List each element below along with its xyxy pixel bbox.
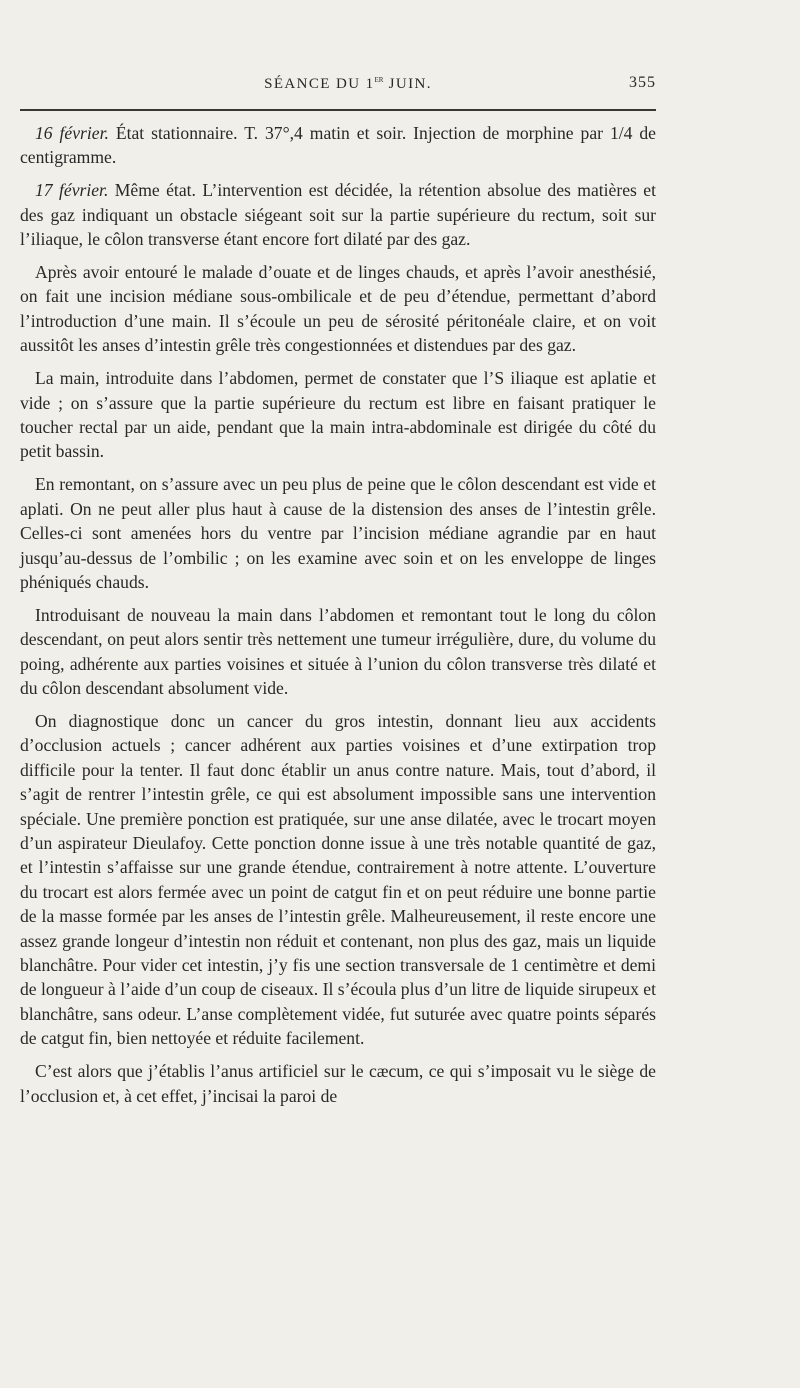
paragraph-abdomen-exam xyxy=(20,366,656,464)
paragraph-artificial-anus xyxy=(20,1059,656,1108)
paragraph-text: État stationnaire. T. 37°,4 matin et soir. Injection de morphine par 1/4 de centigramme. xyxy=(20,123,656,168)
paragraph-text: Même état. L’intervention est décidée, la rétention absolue des matières et des gaz indiquant un obstacle siégeant soit sur la partie supérieure du rectum, soit sur l’iliaque, le côlon transverse étant encore fort dilaté par des gaz. xyxy=(20,180,656,250)
paragraph-text: On diagnostique donc un cancer du gros intestin, donnant lieu aux accidents d’occlusion actuels ; cancer adhérent aux parties voisines et d’une extirpation trop difficile pour la tenter. Il faut donc établir un anus contre nature. Mais, tout d’abord, il s’agit de rentrer l’intestin grêle, ce qui est absolument impossible sans une intervention spéciale. Une première ponction est pratiquée, sur une anse dilatée, avec le trocart moyen d’un aspirateur Dieulafoy. Cette ponction donne issue à une très notable quantité de gaz, et l’intestin s’affaisse sur une grande étendue, contrairement à notre attente. L’ouverture du trocart est alors fermée avec un point de catgut fin et on peut réduire une bonne partie de la masse formée par les anses de l’intestin grêle. Malheureusement, il reste encore une assez grande longeur d’intestin non réduit et contenant, non plus des gaz, mais un liquide blanchâtre. Pour vider cet intestin, j’y fis une section transversale de 1 centimètre et demi de longueur à l’aide d’un coup de ciseaux. Il s’écoula plus d’un litre de liquide sirupeux et blanchâtre, sans odeur. L’anse complètement vidée, fut suturée avec quatre points séparés de catgut fin, bien nettoyée et réduite facilement. xyxy=(20,710,656,1049)
paragraph-february-17 xyxy=(20,178,656,251)
paragraph-text: Introduisant de nouveau la main dans l’abdomen et remontant tout le long du côlon descendant, on peut alors sentir très nettement une tumeur irrégulière, dure, du volume du poing, adhérente aux parties voisines et située à l’union du côlon transverse très dilaté et du côlon descendant absolument vide. xyxy=(20,604,656,699)
running-title xyxy=(20,74,656,93)
running-title-main: SÉANCE DU 1 xyxy=(264,76,375,92)
paragraph-anesthesia xyxy=(20,260,656,358)
body-text xyxy=(20,121,656,1108)
entry-date: 17 février. xyxy=(35,180,109,201)
entry-date: 16 février. xyxy=(35,123,109,143)
running-title-end: JUIN. xyxy=(383,76,432,92)
paragraph-text: En remontant, on s’assure avec un peu plus de peine que le côlon descendant est vide et aplati. On ne peut aller plus haut à cause de la distension des anses de l’intestin grêle. Celles-ci sont amenées hors du ventre par l’incision médiane agrandie par en haut jusqu’au-dessus de l’ombilic ; on les examine avec soin et on les enveloppe de linges phéniqués chauds. xyxy=(20,474,656,592)
page-number: 355 xyxy=(629,74,656,91)
running-title-superscript: er xyxy=(374,74,384,85)
paragraph-text: C’est alors que j’établis l’anus artificiel sur le cæcum, ce qui s’imposait vu le siège de l’occlusion et, à cet effet, j’incisai la paroi de xyxy=(20,1061,656,1106)
paragraph-diagnosis xyxy=(20,709,656,1051)
paragraph-text: Après avoir entouré le malade d’ouate et de linges chauds, et après l’avoir anesthésié, on fait une incision médiane sous-ombilicale et de peu d’étendue, permettant d’abord l’introduction d’une main. Il s’écoule un peu de sérosité péritonéale claire, et on voit aussitôt les anses d’intestin grêle très congestionnées et distendues par des gaz. xyxy=(20,262,656,356)
paragraph-text: La main, introduite dans l’abdomen, permet de constater que l’S iliaque est aplatie et vide ; on s’assure que la partie supérieure du rectum est libre en faisant pratiquer le toucher rectal par un aide, pendant que la main intra-abdominale est dirigée du côté du petit bassin. xyxy=(20,368,656,462)
header-rule xyxy=(20,109,656,111)
page-header xyxy=(20,74,656,100)
paragraph-tumor xyxy=(20,603,656,701)
paragraph-colon-descending xyxy=(20,472,656,594)
paragraph-february-16 xyxy=(20,121,656,170)
